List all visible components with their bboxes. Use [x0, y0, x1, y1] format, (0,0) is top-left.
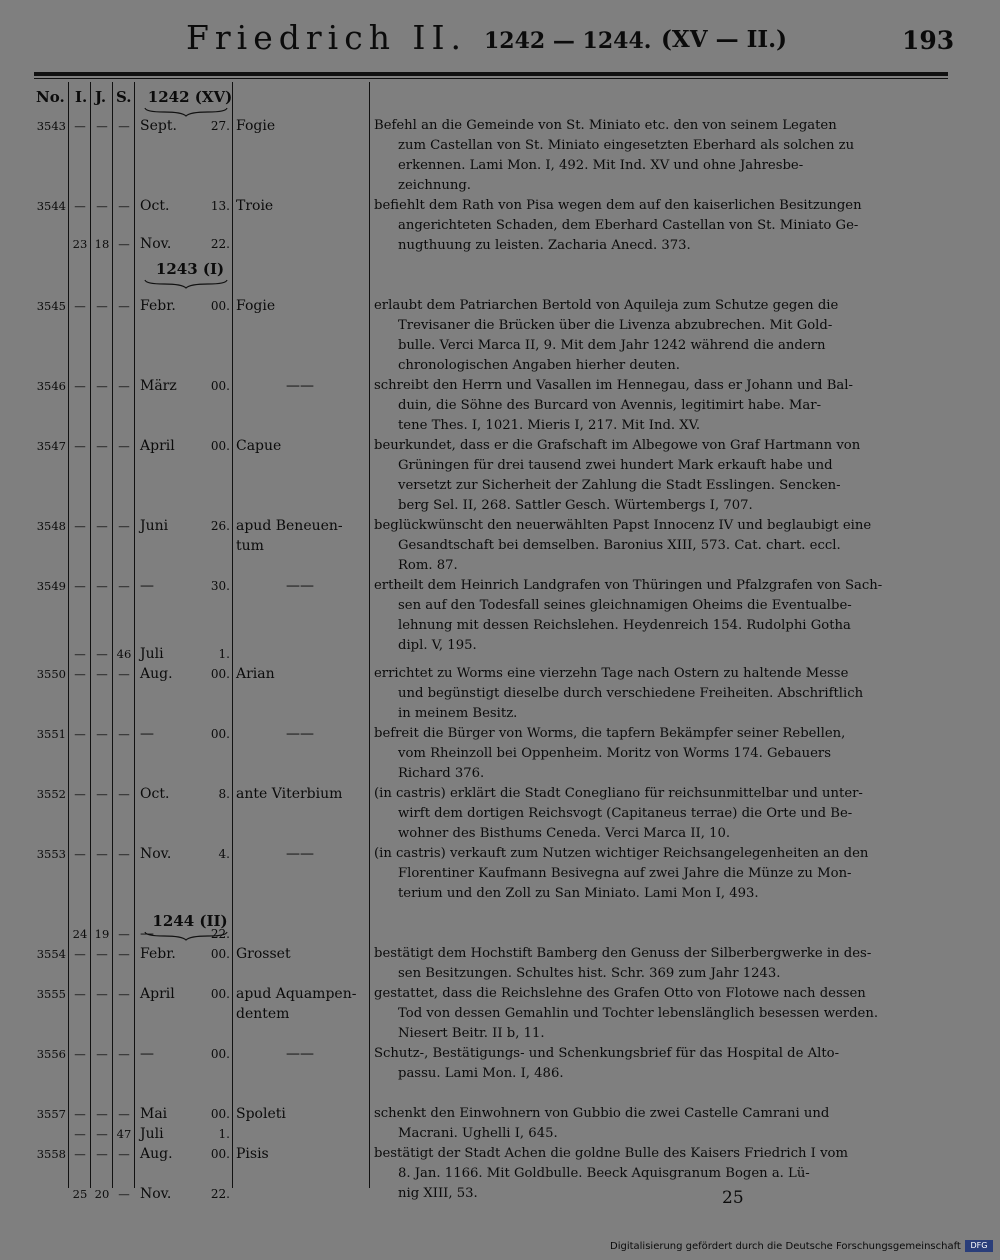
reign-year-cell: 20 — [94, 1187, 110, 1201]
entry-description — [374, 516, 942, 576]
description-line: erkennen. Lami Mon. I, 492. Mit Ind. XV und ohne Jahresbe- — [398, 158, 804, 173]
place-cell: —— — [286, 578, 314, 594]
day-cell: 00. — [210, 379, 230, 393]
reign-year-cell: — — [96, 987, 108, 1001]
day-cell: 00. — [210, 299, 230, 313]
description-line: tene Thes. I, 1021. Mieris I, 217. Mit Ind. XV. — [398, 418, 701, 433]
day-cell: 22. — [210, 237, 230, 251]
month-cell: März — [140, 378, 177, 394]
day-cell: 00. — [210, 1107, 230, 1121]
description-line: Befehl an die Gemeinde von St. Miniato etc. den von seinem Legaten — [374, 118, 837, 133]
sicily-year-cell: — — [118, 379, 130, 393]
day-cell: 13. — [210, 199, 230, 213]
month-cell: April — [140, 986, 175, 1002]
year-marker: 1244 (II) — [152, 912, 228, 930]
reign-year-cell: — — [96, 1147, 108, 1161]
entry-description — [374, 576, 942, 656]
indiction-year-cell: — — [74, 579, 86, 593]
place-cell: apud Beneuen- tum — [236, 518, 343, 554]
indiction-year-cell: — — [74, 199, 86, 213]
day-cell: 4. — [218, 847, 230, 861]
month-cell: Aug. — [140, 666, 173, 682]
month-cell: Febr. — [140, 946, 176, 962]
indiction-year-cell: — — [74, 987, 86, 1001]
day-cell: 00. — [210, 987, 230, 1001]
day-cell: 00. — [210, 1147, 230, 1161]
reign-year-cell: — — [96, 727, 108, 741]
place-cell: Pisis — [236, 1146, 269, 1162]
description-line: wohner des Bisthums Ceneda. Verci Marca II, 10. — [398, 826, 731, 841]
entry-description — [374, 196, 942, 256]
description-line: Grüningen für drei tausend zwei hundert Mark erkauft habe und — [398, 458, 833, 473]
column-divider — [369, 82, 370, 1188]
sicily-year-cell: — — [118, 579, 130, 593]
reign-year-cell: — — [96, 787, 108, 801]
sicily-year-cell: — — [118, 237, 130, 251]
entry-number: 3555 — [36, 987, 66, 1001]
indiction-year-cell: — — [74, 1147, 86, 1161]
sicily-year-cell: — — [118, 1187, 130, 1201]
day-cell: 22. — [210, 927, 230, 941]
description-line: schreibt den Herrn und Vasallen im Hennegau, dass er Johann und Bal- — [374, 378, 853, 393]
sicily-year-cell: — — [118, 199, 130, 213]
description-line: Florentiner Kaufmann Besivegna auf zwei Jahre die Münze zu Mon- — [398, 866, 852, 881]
month-cell: Sept. — [140, 118, 177, 134]
description-line: in meinem Besitz. — [398, 706, 518, 721]
column-header-s: S. — [116, 88, 132, 106]
indiction-year-cell: — — [74, 119, 86, 133]
month-cell: Oct. — [140, 786, 170, 802]
reign-year-cell: — — [96, 439, 108, 453]
indiction-year-cell: — — [74, 519, 86, 533]
reign-year-cell: — — [96, 647, 108, 661]
indiction-year-cell: — — [74, 667, 86, 681]
description-line: und begünstigt dieselbe durch verschiedene Freiheiten. Abschriftlich — [398, 686, 864, 701]
sicily-year-cell: — — [118, 947, 130, 961]
header-rule-thin — [34, 78, 948, 79]
reign-year-cell: — — [96, 947, 108, 961]
indiction-year-cell: — — [74, 439, 86, 453]
column-divider — [134, 82, 135, 1188]
entry-description — [374, 944, 942, 984]
running-header — [0, 18, 1000, 58]
description-line: Richard 376. — [398, 766, 485, 781]
description-line: Schutz-, Bestätigungs- und Schenkungsbrief für das Hospital de Alto- — [374, 1046, 840, 1061]
entry-number: 3557 — [36, 1107, 66, 1121]
day-cell: 00. — [210, 667, 230, 681]
entry-number: 3550 — [36, 667, 66, 681]
month-cell: Nov. — [140, 236, 172, 252]
day-cell: 00. — [210, 947, 230, 961]
month-cell: — — [140, 726, 154, 742]
reign-year-cell: 19 — [94, 927, 110, 941]
description-line: lehnung mit dessen Reichslehen. Heydenreich 154. Rudolphi Gotha — [398, 618, 851, 633]
place-cell: —— — [286, 846, 314, 862]
entry-description — [374, 436, 942, 516]
month-cell: Febr. — [140, 298, 176, 314]
description-line: befreit die Bürger von Worms, die tapfern Bekämpfer seiner Rebellen, — [374, 726, 846, 741]
indiction-year-cell: 25 — [72, 1187, 88, 1201]
description-line: Niesert Beitr. II b, 11. — [398, 1026, 545, 1041]
sicily-year-cell: — — [118, 1107, 130, 1121]
description-line: berg Sel. II, 268. Sattler Gesch. Würtembergs I, 707. — [398, 498, 753, 513]
entry-description — [374, 984, 942, 1044]
place-cell: Spoleti — [236, 1106, 286, 1122]
day-cell: 27. — [210, 119, 230, 133]
header-years: 1242 — 1244. — [484, 28, 652, 54]
description-line: angerichteten Schaden, dem Eberhard Castellan von St. Miniato Ge- — [398, 218, 859, 233]
day-cell: 00. — [210, 727, 230, 741]
entry-number: 3549 — [36, 579, 66, 593]
entry-number: 3554 — [36, 947, 66, 961]
reign-year-cell: — — [96, 847, 108, 861]
entry-description — [374, 1144, 942, 1204]
description-line: zeichnung. — [398, 178, 471, 193]
column-header-j: J. — [95, 88, 107, 106]
reign-year-cell: — — [96, 519, 108, 533]
description-line: zum Castellan von St. Miniato eingesetzten Eberhard als solchen zu — [398, 138, 855, 153]
reign-year-cell: — — [96, 379, 108, 393]
description-line: Macrani. Ughelli I, 645. — [398, 1126, 558, 1141]
entry-number: 3547 — [36, 439, 66, 453]
place-cell: Arian — [236, 666, 275, 682]
entry-number: 3551 — [36, 727, 66, 741]
description-line: schenkt den Einwohnern von Gubbio die zwei Castelle Camrani und — [374, 1106, 830, 1121]
description-line: versetzt zur Sicherheit der Zahlung die Stadt Esslingen. Sencken- — [398, 478, 841, 493]
month-cell: — — [140, 926, 154, 942]
sicily-year-cell: — — [118, 439, 130, 453]
indiction-year-cell: — — [74, 299, 86, 313]
header-indiction: (XV — II.) — [661, 26, 787, 53]
month-cell: April — [140, 438, 175, 454]
sicily-year-cell: — — [118, 1047, 130, 1061]
column-divider — [90, 82, 91, 1188]
sicily-year-cell: — — [118, 1147, 130, 1161]
year-marker: 1243 (I) — [155, 260, 225, 278]
place-cell: ante Viterbium — [236, 786, 343, 802]
description-line: erlaubt dem Patriarchen Bertold von Aquileja zum Schutze gegen die — [374, 298, 839, 313]
column-divider — [232, 82, 233, 1188]
day-cell: 30. — [210, 579, 230, 593]
reign-year-cell: — — [96, 119, 108, 133]
page-number: 193 — [902, 26, 955, 55]
month-cell: Juli — [140, 1126, 164, 1142]
description-line: beglückwünscht den neuerwählten Papst Innocenz IV und beglaubigt eine — [374, 518, 872, 533]
reign-year-cell: — — [96, 1107, 108, 1121]
entry-description — [374, 664, 942, 724]
entry-description — [374, 724, 942, 784]
description-line: bestätigt dem Hochstift Bamberg den Genuss der Silberbergwerke in des- — [374, 946, 872, 961]
indiction-year-cell: 23 — [72, 237, 88, 251]
description-line: befiehlt dem Rath von Pisa wegen dem auf den kaiserlichen Besitzungen — [374, 198, 862, 213]
day-cell: 1. — [218, 647, 230, 661]
sicily-year-cell: — — [118, 847, 130, 861]
description-line: Gesandtschaft bei demselben. Baronius XIII, 573. Cat. chart. eccl. — [398, 538, 841, 553]
entry-description — [374, 116, 942, 196]
description-line: Tod von dessen Gemahlin und Tochter lebenslänglich besessen werden. — [398, 1006, 879, 1021]
sicily-year-cell: — — [118, 119, 130, 133]
column-divider — [112, 82, 113, 1188]
month-cell: Juli — [140, 646, 164, 662]
description-line: 8. Jan. 1166. Mit Goldbulle. Beeck Aquisgranum Bogen a. Lü- — [398, 1166, 810, 1181]
reign-year-cell: — — [96, 667, 108, 681]
place-cell: Capue — [236, 438, 282, 454]
indiction-year-cell: — — [74, 847, 86, 861]
day-cell: 26. — [210, 519, 230, 533]
description-line: chronologischen Angaben hierher deuten. — [398, 358, 680, 373]
description-line: Trevisaner die Brücken über die Livenza abzubrechen. Mit Gold- — [398, 318, 833, 333]
indiction-year-cell: — — [74, 1047, 86, 1061]
entry-description — [374, 1044, 942, 1084]
day-cell: 22. — [210, 1187, 230, 1201]
entry-number: 3544 — [36, 199, 66, 213]
description-line: dipl. V, 195. — [398, 638, 477, 653]
dfg-logo: DFG — [965, 1240, 993, 1252]
entry-description — [374, 844, 942, 904]
column-header-i: I. — [75, 88, 88, 106]
reign-year-cell: — — [96, 1127, 108, 1141]
indiction-year-cell: — — [74, 379, 86, 393]
description-line: bulle. Verci Marca II, 9. Mit dem Jahr 1242 während die andern — [398, 338, 826, 353]
month-cell: Nov. — [140, 846, 172, 862]
place-cell: —— — [286, 1046, 314, 1062]
sicily-year-cell: 47 — [116, 1127, 132, 1141]
indiction-year-cell: — — [74, 947, 86, 961]
entry-number: 3545 — [36, 299, 66, 313]
header-rule-thick — [34, 72, 948, 76]
entry-number: 3546 — [36, 379, 66, 393]
description-line: gestattet, dass die Reichslehne des Grafen Otto von Flotowe nach dessen — [374, 986, 866, 1001]
description-line: ertheilt dem Heinrich Landgrafen von Thüringen und Pfalzgrafen von Sach- — [374, 578, 883, 593]
entry-number: 3553 — [36, 847, 66, 861]
description-line: terium und den Zoll zu San Miniato. Lami Mon I, 493. — [398, 886, 759, 901]
month-cell: Nov. — [140, 1186, 172, 1202]
indiction-year-cell: 24 — [72, 927, 88, 941]
indiction-year-cell: — — [74, 727, 86, 741]
month-cell: Juni — [140, 518, 169, 534]
sicily-year-cell: — — [118, 927, 130, 941]
sicily-year-cell: — — [118, 299, 130, 313]
day-cell: 00. — [210, 439, 230, 453]
year-brace — [144, 279, 228, 289]
place-cell: apud Aquampen- dentem — [236, 986, 357, 1022]
description-line: (in castris) erklärt die Stadt Conegliano für reichsunmittelbar und unter- — [374, 786, 863, 801]
regesta-table — [34, 82, 948, 1202]
entry-number: 3558 — [36, 1147, 66, 1161]
description-line: sen Besitzungen. Schultes hist. Schr. 369 zum Jahr 1243. — [398, 966, 781, 981]
place-cell: Troie — [236, 198, 274, 214]
entry-description — [374, 784, 942, 844]
entry-description — [374, 296, 942, 376]
description-line: passu. Lami Mon. I, 486. — [398, 1066, 564, 1081]
sicily-year-cell: 46 — [116, 647, 132, 661]
description-line: errichtet zu Worms eine vierzehn Tage nach Ostern zu haltende Messe — [374, 666, 849, 681]
description-line: nugthuung zu leisten. Zacharia Anecd. 373. — [398, 238, 691, 253]
entry-number: 3552 — [36, 787, 66, 801]
place-cell: Fogie — [236, 298, 276, 314]
reign-year-cell: — — [96, 579, 108, 593]
description-line: bestätigt der Stadt Achen die goldne Bulle des Kaisers Friedrich I vom — [374, 1146, 848, 1161]
month-cell: — — [140, 1046, 154, 1062]
description-line: duin, die Söhne des Burcard von Avennis, legitimirt habe. Mar- — [398, 398, 822, 413]
reign-year-cell: — — [96, 199, 108, 213]
indiction-year-cell: — — [74, 647, 86, 661]
description-line: nig XIII, 53. — [398, 1186, 478, 1201]
description-line: vom Rheinzoll bei Oppenheim. Moritz von Worms 174. Gebauers — [398, 746, 832, 761]
month-cell: Oct. — [140, 198, 170, 214]
indiction-year-cell: — — [74, 1107, 86, 1121]
entry-number: 3556 — [36, 1047, 66, 1061]
place-cell: —— — [286, 378, 314, 394]
day-cell: 1. — [218, 1127, 230, 1141]
description-line: (in castris) verkauft zum Nutzen wichtiger Reichsangelegenheiten an den — [374, 846, 869, 861]
month-cell: Mai — [140, 1106, 168, 1122]
day-cell: 8. — [218, 787, 230, 801]
place-cell: Fogie — [236, 118, 276, 134]
indiction-year-cell: — — [74, 1127, 86, 1141]
day-cell: 00. — [210, 1047, 230, 1061]
place-cell: Grosset — [236, 946, 291, 962]
signature-mark: 25 — [722, 1188, 744, 1208]
sicily-year-cell: — — [118, 787, 130, 801]
reign-year-cell: 18 — [94, 237, 110, 251]
description-line: Rom. 87. — [398, 558, 458, 573]
month-cell: — — [140, 578, 154, 594]
sicily-year-cell: — — [118, 667, 130, 681]
year-marker: 1242 (XV) — [147, 88, 233, 106]
sicily-year-cell: — — [118, 519, 130, 533]
reign-year-cell: — — [96, 299, 108, 313]
indiction-year-cell: — — [74, 787, 86, 801]
column-header-no: No. — [36, 88, 65, 106]
place-cell: —— — [286, 726, 314, 742]
entry-description — [374, 376, 942, 436]
header-name: Friedrich II. — [186, 18, 467, 57]
month-cell: Aug. — [140, 1146, 173, 1162]
sicily-year-cell: — — [118, 987, 130, 1001]
entry-number: 3543 — [36, 119, 66, 133]
sicily-year-cell: — — [118, 727, 130, 741]
digitization-credit: Digitalisierung gefördert durch die Deutsche Forschungsgemeinschaft — [610, 1241, 961, 1252]
entry-description — [374, 1104, 942, 1144]
entry-number: 3548 — [36, 519, 66, 533]
column-divider — [68, 82, 69, 1188]
reign-year-cell: — — [96, 1047, 108, 1061]
description-line: sen auf den Todesfall seines gleichnamigen Oheims die Eventualbe- — [398, 598, 852, 613]
description-line: wirft dem dortigen Reichsvogt (Capitaneus terrae) die Orte und Be- — [398, 806, 853, 821]
description-line: beurkundet, dass er die Grafschaft im Albegowe von Graf Hartmann von — [374, 438, 861, 453]
